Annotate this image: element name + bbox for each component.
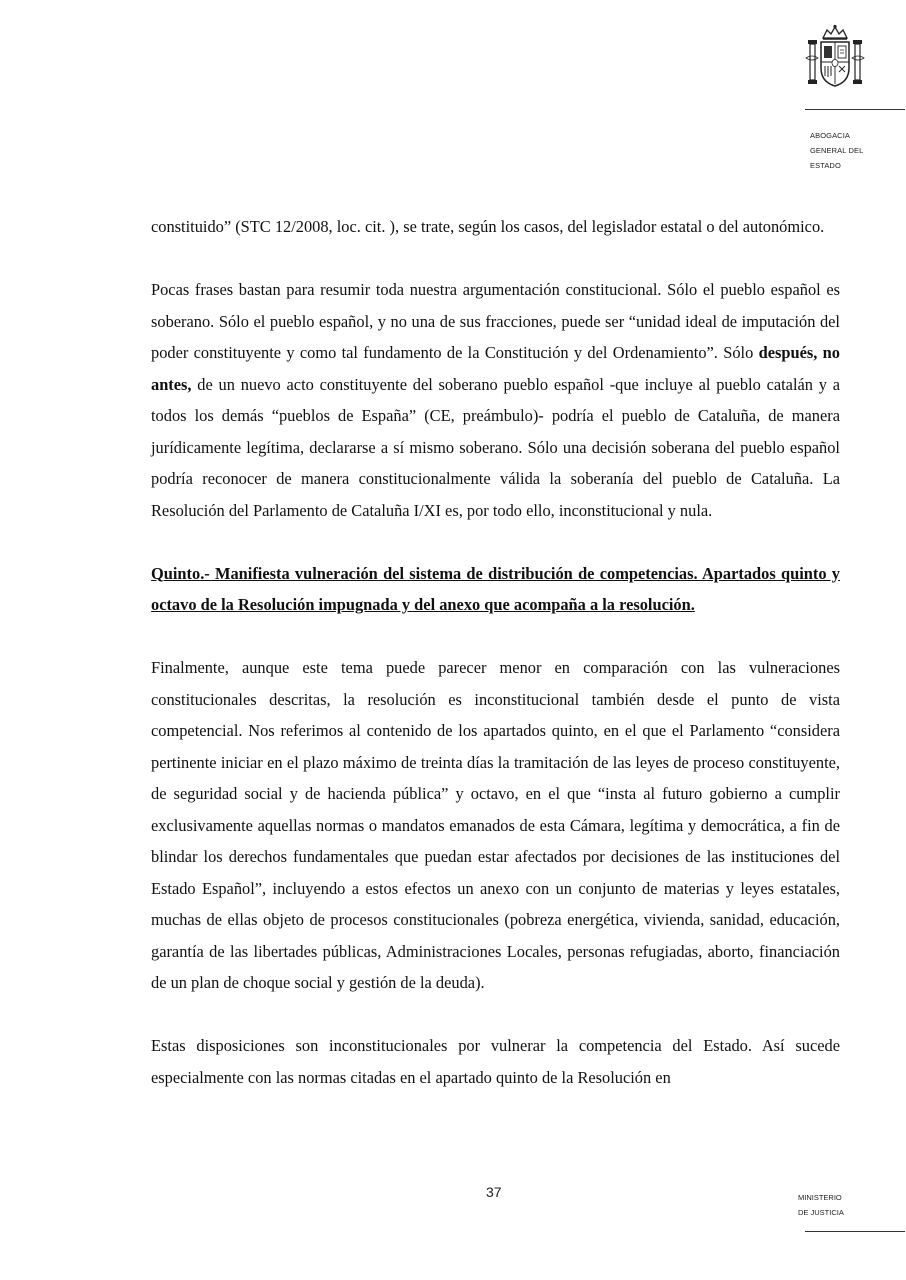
ministry-line: DE JUSTICIA bbox=[798, 1208, 844, 1217]
section-heading: Quinto.- Manifiesta vulneración del sistema de distribución de competencias. Apartados quinto y octavo de la Resolución impugnada y del anexo que acompaña a la resolución. bbox=[151, 563, 840, 614]
header-divider bbox=[805, 109, 905, 110]
page-number: 37 bbox=[486, 1184, 502, 1200]
paragraph-text: Pocas frases bastan para resumir toda nuestra argumentación constitucional. Sólo el pueblo español es soberano. Sólo el pueblo español, y no una de sus fracciones, puede ser “unidad ideal de imputación del poder constituyente y como tal fundamento de la Constitución y del Ordenamiento”. Sólo bbox=[151, 280, 840, 362]
emphasis-text: después, no antes, bbox=[151, 343, 840, 394]
agency-line: ABOGACIA bbox=[810, 131, 850, 140]
agency-line: ESTADO bbox=[810, 161, 841, 170]
paragraph bbox=[151, 274, 840, 526]
agency-name bbox=[810, 128, 863, 173]
coat-of-arms-icon bbox=[803, 24, 867, 94]
paragraph-text: de un nuevo acto constituyente del soberano pueblo español -que incluye al pueblo catalán y a todos los demás “pueblos de España” (CE, preámbulo)- podría el pueblo de Cataluña, de manera jurídicamente legítima, declararse a sí mismo soberano. Sólo una decisión soberana del pueblo español podría reconocer de manera constitucionalmente válida la soberanía del pueblo de Cataluña. La Resolución del Parlamento de Cataluña I/XI es, por todo ello, inconstitucional y nula. bbox=[151, 374, 840, 520]
document-body bbox=[151, 211, 840, 1125]
paragraph: constituido” (STC 12/2008, loc. cit. ), se trate, según los casos, del legislador estatal o del autonómico. bbox=[151, 217, 825, 236]
agency-line: GENERAL DEL bbox=[810, 146, 864, 155]
ministry-name bbox=[798, 1190, 844, 1220]
paragraph: Estas disposiciones son inconstitucionales por vulnerar la competencia del Estado. Así sucede especialmente con las normas citadas en el apartado quinto de la Resolución en bbox=[151, 1036, 840, 1087]
footer-divider bbox=[805, 1231, 905, 1232]
ministry-line: MINISTERIO bbox=[798, 1193, 842, 1202]
paragraph: Finalmente, aunque este tema puede parecer menor en comparación con las vulneraciones constitucionales descritas, la resolución es inconstitucional también desde el punto de vista competencial. Nos referimos al contenido de los apartados quinto, en el que el Parlamento “considera pertinente iniciar en el plazo máximo de treinta días la tramitación de las leyes de proceso constituyente, de seguridad social y de hacienda pública” y octavo, en el que “insta al futuro gobierno a cumplir exclusivamente aquellas normas o mandatos emanados de esta Cámara, legítima y democrática, a fin de blindar los derechos fundamentales que puedan estar afectados por decisiones de las instituciones del Estado Español”, incluyendo a estos efectos un anexo con un conjunto de materias y leyes estatales, muchas de ellas objeto de procesos constitucionales (pobreza energética, vivienda, sanidad, educación, garantía de las libertades públicas, Administraciones Locales, personas refugiadas, aborto, financiación de un plan de choque social y gestión de la deuda). bbox=[151, 658, 840, 992]
